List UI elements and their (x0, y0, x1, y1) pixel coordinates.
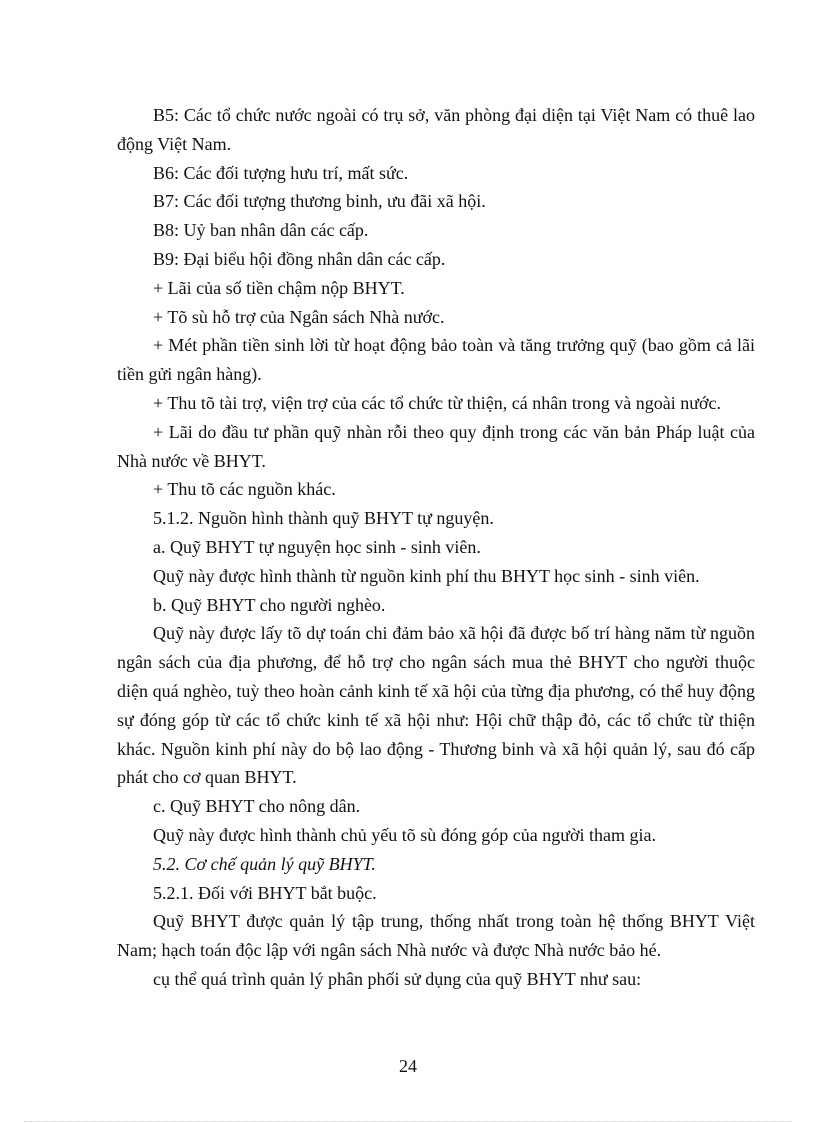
subheading-a: a. Quỹ BHYT tự nguyện học sinh - sinh viên. (153, 536, 481, 557)
paragraph-b8: B8: Uỷ ban nhân dân các cấp. (153, 220, 369, 241)
paragraph-b9: B9: Đại biểu hội đồng nhân dân các cấp. (153, 248, 446, 269)
paragraph-investment-interest: + Lãi do đầu tư phần quỹ nhàn rỗi theo quy định trong các văn bản Pháp luật của Nhà nước về BHYT. (117, 421, 755, 471)
paragraph-c-body: Quỹ này được hình thành chủ yếu tõ sù đóng góp của người tham gia. (153, 824, 656, 845)
paragraph-b5: B5: Các tổ chức nước ngoài có trụ sở, văn phòng đại diện tại Việt Nam có thuê lao động Việt Nam. (117, 105, 755, 154)
page-body (117, 101, 755, 994)
paragraph-mandatory-management: Quỹ BHYT được quản lý tập trung, thống nhất trong toàn hệ thống BHYT Việt Nam; hạch toán độc lập với ngân sách Nhà nước và được Nhà nước bảo hé. (117, 911, 755, 961)
paragraph-a-body: Quỹ này được hình thành từ nguồn kinh phí thu BHYT học sinh - sinh viên. (153, 565, 700, 586)
paragraph-state-support: + Tõ sù hỗ trợ của Ngân sách Nhà nước. (153, 306, 445, 327)
paragraph-b6: B6: Các đối tượng hưu trí, mất sức. (153, 162, 409, 183)
subheading-c: c. Quỹ BHYT cho nông dân. (153, 796, 361, 817)
paragraph-sponsorship: + Thu tõ tài trợ, viện trợ của các tổ chức từ thiện, cá nhân trong và ngoài nước. (153, 392, 721, 413)
footer-divider (24, 1121, 792, 1122)
paragraph-b-body: Quỹ này được lấy tõ dự toán chi đảm bảo xã hội đã được bố trí hàng năm từ nguồn ngân sách của địa phương, để hỗ trợ cho ngân sách mua thẻ BHYT cho người thuộc diện quá nghèo, tuỳ theo hoàn cảnh kinh tế xã hội của từng địa phương, có thể huy động sự đóng góp từ các tổ chức kinh tế xã hội như: Hội chữ thập đỏ, các tổ chức từ thiện khác. Nguồn kinh phí này do bộ lao động - Thương binh và xã hội quản lý, sau đó cấp phát cho cơ quan BHYT. (117, 623, 755, 788)
paragraph-profit-share: + Mét phần tiền sinh lời từ hoạt động bảo toàn và tăng trưởng quỹ (bao gồm cả lãi tiền gửi ngân hàng). (117, 335, 755, 385)
section-heading-5-2-1: 5.2.1. Đối với BHYT bắt buộc. (153, 882, 377, 903)
paragraph-b7: B7: Các đối tượng thương binh, ưu đãi xã hội. (153, 191, 486, 212)
page-number: 24 (399, 1056, 417, 1076)
subheading-b: b. Quỹ BHYT cho người nghèo. (153, 594, 386, 615)
section-heading-5-1-2: 5.1.2. Nguồn hình thành quỹ BHYT tự nguyện. (153, 508, 494, 529)
paragraph-late-interest: + Lãi của số tiền chậm nộp BHYT. (153, 277, 405, 298)
section-heading-5-2: 5.2. Cơ chế quản lý quỹ BHYT. (153, 853, 376, 874)
paragraph-process-intro: cụ thể quá trình quản lý phân phối sử dụng của quỹ BHYT như sau: (153, 968, 642, 989)
paragraph-other-sources: + Thu tõ các nguồn khác. (153, 479, 336, 500)
